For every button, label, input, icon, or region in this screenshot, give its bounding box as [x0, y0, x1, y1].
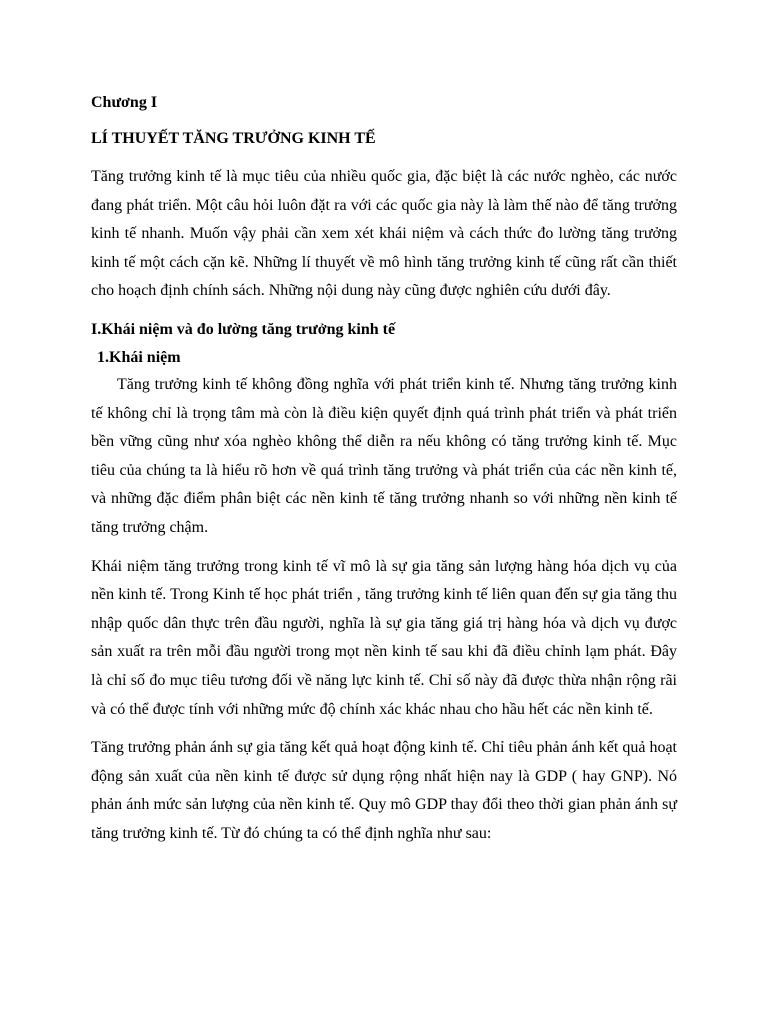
section-heading: I.Khái niệm và đo lường tăng trưởng kinh tế — [91, 320, 396, 338]
document-body — [91, 91, 677, 848]
body-paragraph-2: Khái niệm tăng trưởng trong kinh tế vĩ mô là sự gia tăng sản lượng hàng hóa dịch vụ của nền kinh tế. Trong Kinh tế học phát triển , tăng trưởng kinh tế liên quan đến sự gia tăng thu nhập quốc dân thực trên đầu người, nghĩa là sự gia tăng giá trị hàng hóa và dịch vụ được sản xuất ra trên mỗi đầu người trong mọt nền kinh tế sau khi đã điều chỉnh lạm phát. Đây là chỉ số đo mục tiêu tương đối về năng lực kinh tế. Chỉ số này đã được thừa nhận rộng rãi và có thể được tính với những mức độ chính xác khác nhau cho hầu hết các nền kinh tế. — [91, 557, 677, 718]
chapter-title: LÍ THUYẾT TĂNG TRƯỞNG KINH TẾ — [91, 130, 376, 147]
intro-paragraph: Tăng trưởng kinh tế là mục tiêu của nhiều quốc gia, đặc biệt là các nước nghèo, các nước đang phát triển. Một câu hỏi luôn đặt ra với các quốc gia này là làm thế nào để tăng trưởng kinh tế nhanh. Muốn vậy phải cần xem xét khái niệm và cách thức đo lường tăng trưởng kinh tế một cách cặn kẽ. Những lí thuyết về mô hình tăng trưởng kinh tế cũng rất cần thiết cho hoạch định chính sách. Những nội dung này cũng được nghiên cứu dưới đây. — [91, 168, 677, 300]
body-paragraph-3: Tăng trưởng phản ánh sự gia tăng kết quả hoạt động kinh tế. Chỉ tiêu phản ánh kết quả hoạt động sản xuất của nền kinh tế được sử dụng rộng nhất hiện nay là GDP ( hay GNP). Nó phản ánh mức sản lượng của nền kinh tế. Quy mô GDP thay đổi theo thời gian phản ánh sự tăng trưởng kinh tế. Từ đó chúng ta có thể định nghĩa như sau: — [91, 739, 677, 842]
body-paragraph-1: Tăng trưởng kinh tế không đồng nghĩa với phát triển kinh tế. Nhưng tăng trưởng kinh tế không chỉ là trọng tâm mà còn là điều kiện quyết định quá trình phát triển và phát triển bền vững cũng như xóa nghèo không thể diễn ra nếu không có tăng trưởng kinh tế. Mục tiêu của chúng ta là hiểu rõ hơn về quá trình tăng trưởng và phát triển của các nền kinh tế, và những đặc điểm phân biệt các nền kinh tế tăng trưởng nhanh so với những nền kinh tế tăng trưởng chậm. — [91, 375, 677, 536]
subsection-heading: 1.Khái niệm — [97, 348, 181, 366]
chapter-label: Chương I — [91, 94, 158, 111]
